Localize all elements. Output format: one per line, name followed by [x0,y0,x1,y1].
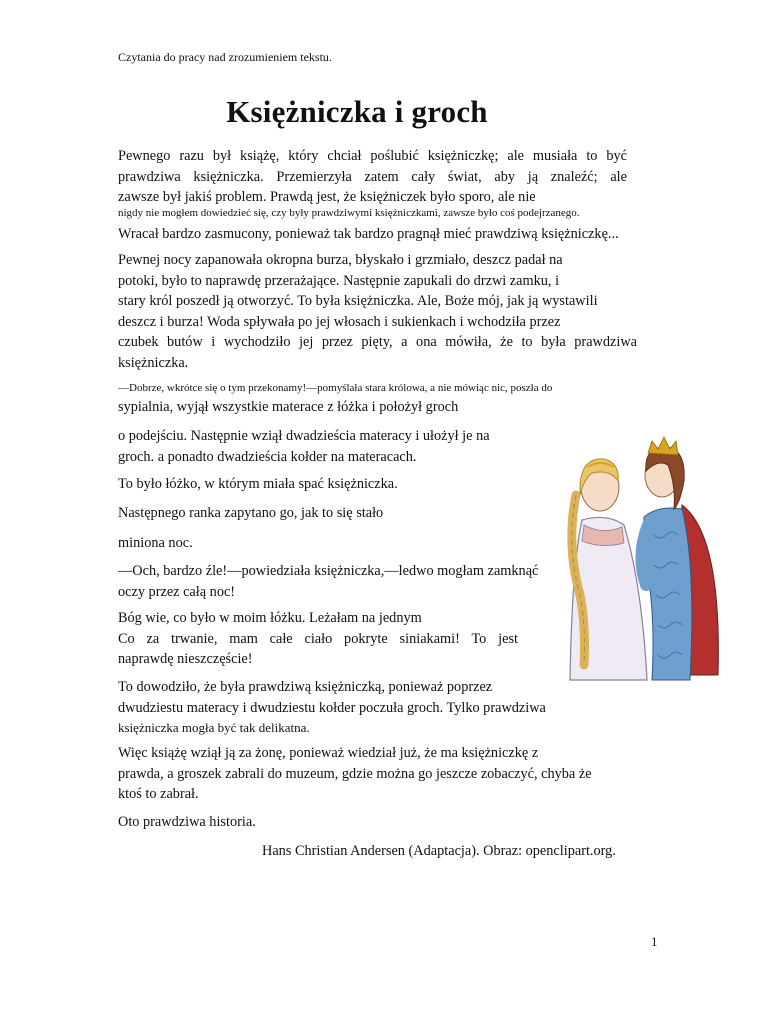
text-line: Następnego ranka zapytano go, jak to się stało [118,505,384,521]
paragraph-2 [118,250,637,373]
paragraph-1-end [118,224,619,245]
paragraph-10 [118,677,546,739]
text-line: potoki, było to naprawdę przerażające. Następnie zapukali do drzwi zamku, i [118,272,560,289]
text-line: prawda, a groszek zabrali do muzeum, gdzie można go jeszcze zobaczyć, chyba że [118,765,592,782]
text-line: deszcz i burza! Woda spływała po jej włosach i sukienkach i wchodziła przez [118,313,561,330]
text-line: miniona noc. [118,535,193,551]
paragraph-7 [118,533,193,554]
text-line: —Dobrze, wkrótce się o tym przekonamy!—pomyślała stara królowa, a nie mówiąc nic, poszła do [118,382,553,394]
text-line: Co za trwanie, mam całe ciało pokryte siniakami! To jest [118,630,518,647]
text-line: księżniczka. [118,354,189,371]
text-line: dwudziestu materacy i dwudziestu kołder poczuła groch. Tylko prawdziwa [118,699,546,716]
paragraph-5 [118,474,398,495]
paragraph-4 [118,426,490,467]
text-line: czubek butów i wychodziło jej przez pięty, a ona mówiła, że to była prawdziwa [118,334,637,350]
attribution: Hans Christian Andersen (Adaptacja). Obraz: openclipart.org. [262,843,616,859]
text-line: o podejściu. Następnie wziął dwadzieścia materacy i ułożył je na [118,428,490,444]
document-header: Czytania do pracy nad zrozumieniem tekstu. [118,50,332,64]
paragraph-1-small-line [118,206,580,220]
text-line: zawsze był jakiś problem. Prawdą jest, że księżniczek było sporo, ale nie [118,189,536,205]
text-line: stary król poszedł ją otworzyć. To była księżniczka. Ale, Boże mój, jak ją wystawili [118,293,598,309]
text-line: Oto prawdziwa historia. [118,814,256,830]
paragraph-11 [118,743,592,805]
text-line: groch. a ponadto dwadzieścia kołder na materacach. [118,448,417,465]
text-line: sypialnia, wyjął wszystkie materace z łóżka i położył groch [118,399,459,415]
text-line: nigdy nie mogłem dowiedzieć się, czy były prawdziwymi księżniczkami, zawsze było coś podejrzanego. [118,207,580,219]
paragraph-3-end [118,397,458,418]
text-line: Bóg wie, co było w moim łóżku. Leżałam na jednym [118,610,422,626]
page-number: 1 [651,934,658,949]
text-line: oczy przez całą noc! [118,583,236,600]
text-line: To dowodziło, że była prawdziwą księżniczką, ponieważ poprzez [118,679,493,695]
text-line: Pewnej nocy zapanowała okropna burza, błyskało i grzmiało, deszcz padał na [118,252,563,268]
paragraph-9 [118,608,518,670]
text-line: naprawdę nieszczęście! [118,651,253,667]
paragraph-1 [118,146,627,208]
text-line: ktoś to zabrał. [118,786,199,802]
text-line: To było łóżko, w którym miała spać księżniczka. [118,476,398,492]
text-line: Pewnego razu był książę, który chciał poślubić księżniczkę; ale musiała to być [118,148,627,164]
paragraph-12 [118,812,256,833]
paragraph-8 [118,561,538,602]
text-line: księżniczka mogła być tak delikatna. [118,720,310,735]
text-line: Więc książę wziął ją za żonę, ponieważ wiedział już, że ma księżniczkę z [118,745,539,761]
paragraph-3-small-line [118,380,552,396]
prince-and-princess-illustration [562,425,724,685]
paragraph-6 [118,503,383,524]
story-title: Księżniczka i groch [226,94,488,129]
text-line: —Och, bardzo źle!—powiedziała księżniczka,—ledwo mogłam zamknąć [118,563,539,579]
crown-icon [648,437,678,455]
text-line: Wracał bardzo zasmucony, ponieważ tak bardzo pragnął mieć prawdziwą księżniczkę... [118,226,619,242]
text-line: prawdziwa księżniczka. Przemierzyła zatem cały świat, aby ją znaleźć; ale [118,168,627,185]
